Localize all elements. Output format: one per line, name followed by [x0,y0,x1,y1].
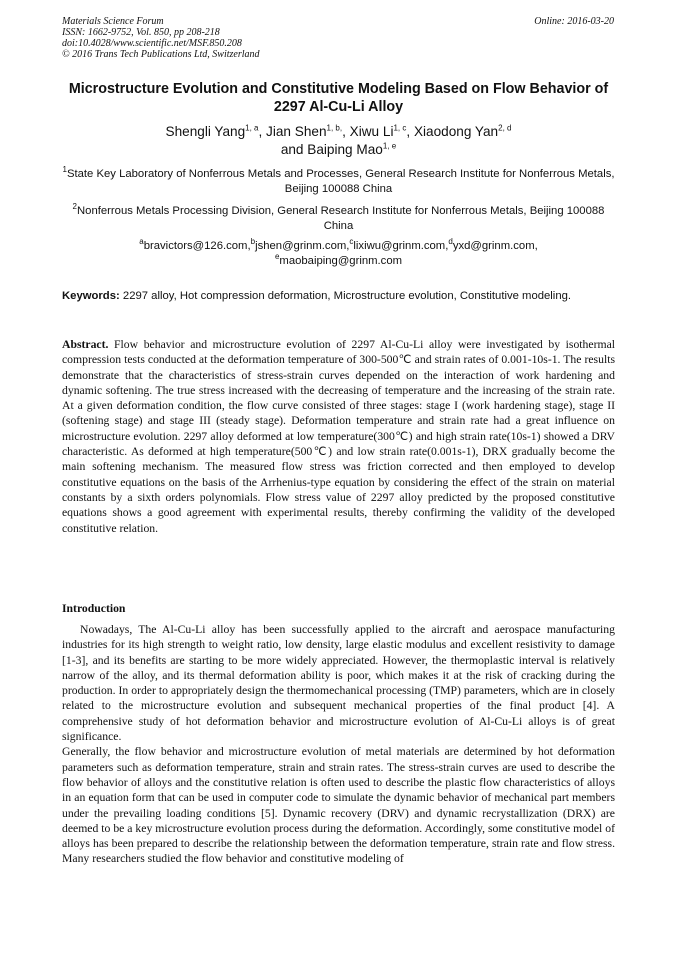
keywords-text: 2297 alloy, Hot compression deformation, Microstructure evolution, Constitutive modeling. [122,290,572,302]
affiliation-text: State Key Laboratory of Nonferrous Metals and Processes, General Research Institute for Nonferrous Metals, Beijing 100088 China [66,168,615,195]
doi-line: doi:10.4028/www.scientific.net/MSF.850.208 [62,38,242,49]
email-link[interactable]: lixiwu@grinm.com, [353,240,449,252]
author-sup: 1, e [382,141,397,151]
abstract-text: Flow behavior and microstructure evolution of 2297 Al-Cu-Li alloy were investigated by isothermal compression tests conducted at the deformation temperature of 300-500℃ and strain rates of 0.001-10s-1. The results demonstrate that the characteristics of stress-strain curves depended on the interaction of work hardening and dynamic softening. The true stress increased with the decreasing of temperature and the increasing of the strain rate. At a given deformation condition, the flow curve consisted of three stages: stage I (work hardening stage), stage II (softening stage) and stage III (steady stage). Deformation temperature and strain rate had a great influence on microstructure evolution. 2297 alloy deformed at low temperature(300℃) and high strain rate(10s-1) showed a DRV characteristic. As deformed at high temperature(500℃) and low strain rate(0.001s-1), DRX gradually become the main softening mechanism. The measured flow stress was friction corrected and then employed to develop constitutive equations on the basis of the Arrhenius-type equation by considering the effect of the strain on material constants by a sixth orders polynomials. Flow stress value of 2297 alloy predicted by the proposed constitutive equations shows a good agreement with experimental results, thereby confirming the validity of the developed constitutive relation. [62,338,616,535]
copyright-line: © 2016 Trans Tech Publications Ltd, Switzerland [62,49,260,60]
journal-name: Materials Science Forum [62,16,164,27]
author-sup: 2, d [498,123,512,133]
author-list: Shengli Yang$^{1, a}$, Jian Shen$^{1, b,}$, Xiwu Li$^{1, c}$, Xiaodong Yan$^{2, d}$ and Baiping Mao$^{1, e}$ [165,123,512,157]
email-link[interactable]: bravictors@126.com, [143,240,251,252]
author-name: Jian Shen [266,124,327,139]
affiliation-2 [62,204,615,233]
author-sup: 1, a [245,123,259,133]
paragraph: Generally, the flow behavior and microstructure evolution of metal materials are determined by hot deformation parameters such as deformation temperature, strain and strain rates. The stress-strain curves are used to describe the flow behavior of alloys and the constitutive relation is often used to describe the plastic flow characteristics of alloys in an equation form that can be used in computer code to simulate the dynamic behavior of mechanical part members under the prevailing loading conditions [5]. Dynamic recovery (DRV) and dynamic recrystallization (DRX) are deemed to be a key microstructure evolution process during the deformation. Accordingly, some constitutive model of alloys has been prepared to describe the relationship between the deformation temperature, strain rate and flow stress. Many researchers studied the flow behavior and constitutive modeling of [62,745,615,866]
author-sup: 1, b, [326,123,343,133]
author-name: and Baiping Mao [280,142,383,157]
online-date: Online: 2016-03-20 [534,16,614,27]
affiliation-1 [62,167,615,196]
keywords [62,289,615,304]
affiliation-sup: 1 [62,165,67,175]
abstract [62,337,615,536]
email-link[interactable]: jshen@grinm.com, [255,240,350,252]
author-name: Shengli Yang [165,124,246,139]
section-heading: Introduction [62,602,126,615]
author-name: Xiaodong Yan [413,124,499,139]
author-sup: 1, c [393,123,407,133]
affiliation-text: Nonferrous Metals Processing Division, General Research Institute for Nonferrous Metals, Beijing 100088 China [77,205,605,232]
abstract-label: Abstract. [62,338,109,351]
introduction-body [62,622,615,867]
journal-header [62,16,260,60]
keywords-label: Keywords: [62,290,120,302]
email-link[interactable]: maobaiping@grinm.com [279,254,403,267]
paper-title: Microstructure Evolution and Constitutive Modeling Based on Flow Behavior of 2297 Al-Cu-Li Alloy [68,81,609,115]
email-list: $^a$bravictors@126.com,$^b$jshen@grinm.com,$^c$lixiwu@grinm.com,$^d$yxd@grinm.com, $^e$maobaiping@grinm.com [139,237,538,267]
affiliation-sup: 2 [72,202,77,212]
email-link[interactable]: yxd@grinm.com, [452,240,538,252]
issn-line: ISSN: 1662-9752, Vol. 850, pp 208-218 [62,27,220,38]
author-name: Xiwu Li [349,124,394,139]
paragraph: Nowadays, The Al-Cu-Li alloy has been successfully applied to the aircraft and aerospace manufacturing industries for its high strength to weight ratio, low density, large elastic modulus and excellent resistivity to damage [1-3], and its benefits are starting to be more widely appreciated. However, the thermoplastic interval is relatively narrow of the alloy, and its thermal deformation ability is poor, which makes it at the risk of cracking during the production. In order to appropriately design the thermomechanical processing (TMP) parameters, which are in closely related to the microstructure evolution and subsequent mechanical properties of the final product [4]. A comprehensive study of hot deformation behavior and microstructure evolution of Al-Cu-Li alloys is of great significance. [62,623,615,744]
